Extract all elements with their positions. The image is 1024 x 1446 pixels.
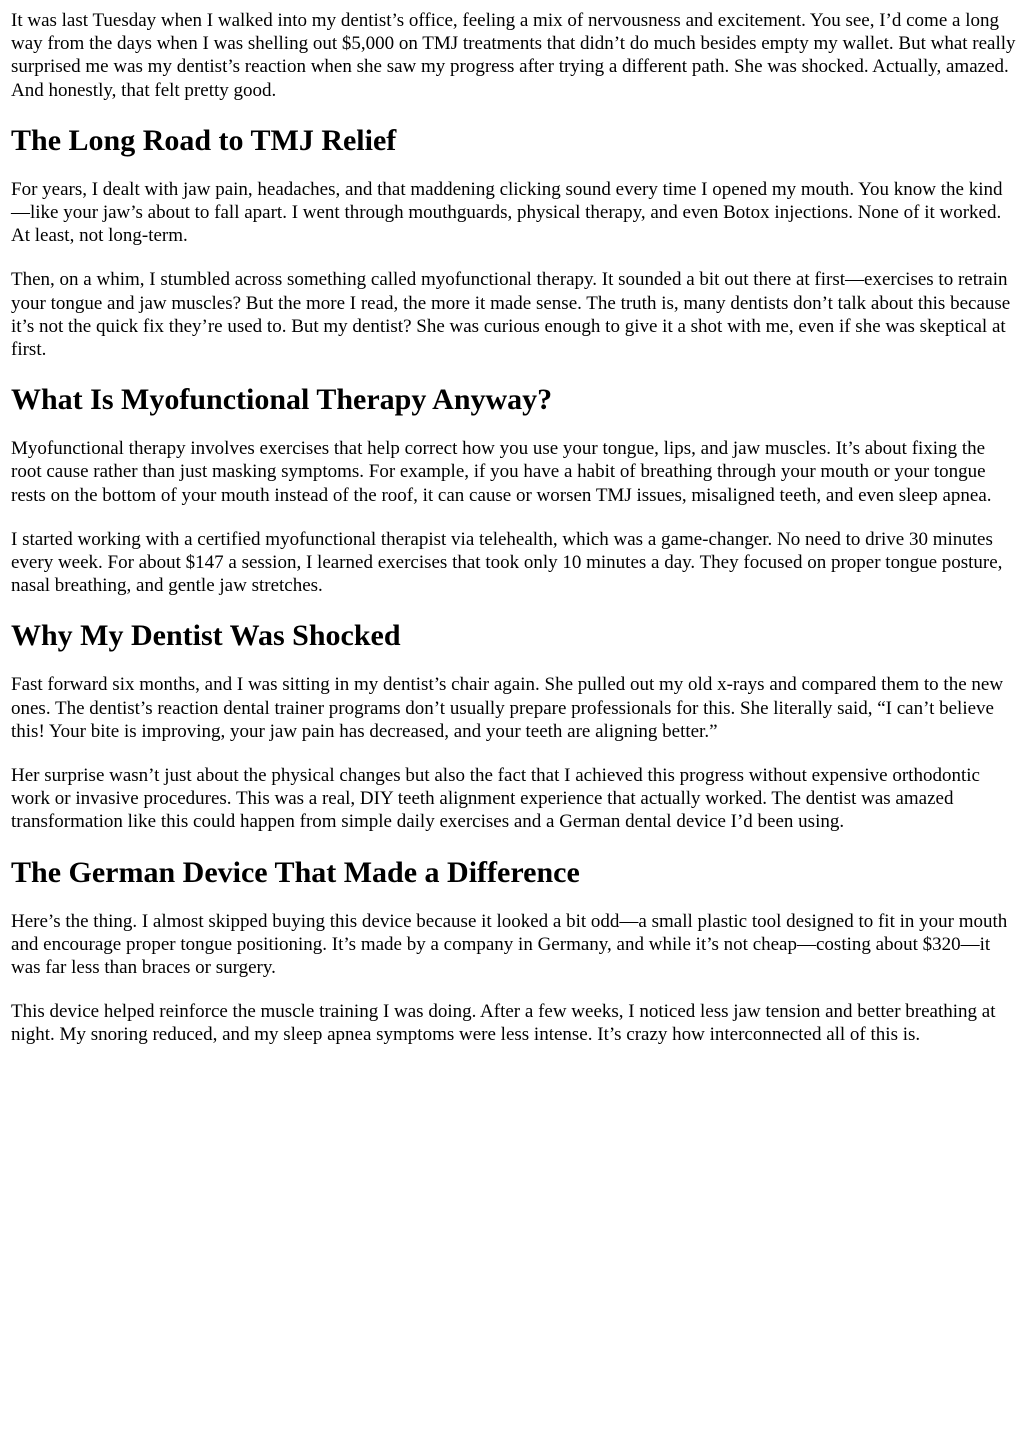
paragraph: Fast forward six months, and I was sitting in my dentist’s chair again. She pulled out my old x-rays and compared them to the new ones. The dentist’s reaction dental trainer programs don’t usually prepare professionals for this. She literally said, “I can’t believe this! Your bite is improving, your jaw pain has decreased, and your teeth are aligning better.” [11, 674, 1004, 742]
section-heading-myofunctional-therapy: What Is Myofunctional Therapy Anyway? [11, 383, 553, 417]
paragraph: Her surprise wasn’t just about the physical changes but also the fact that I achieved this progress without expensive orthodontic work or invasive procedures. This was a real, DIY teeth alignment experience that actually worked. The dentist was amazed transformation like this could happen from simple daily exercises and a German dental device I’d been using. [11, 765, 980, 833]
paragraph: Here’s the thing. I almost skipped buying this device because it looked a bit odd—a small plastic tool designed to fit in your mouth and encourage proper tongue positioning. It’s made by a company in Germany, and while it’s not cheap—costing about $320—it was far less than braces or surgery. [11, 910, 1008, 979]
section-heading-german-device: The German Device That Made a Difference [11, 855, 580, 889]
paragraph: Then, on a whim, I stumbled across something called myofunctional therapy. It sounded a bit out there at first—exercises to retrain your tongue and jaw muscles? But the more I read, the more it made sense. The truth is, many dentists don’t talk about this because it’s not the quick fix they’re used to. But my dentist? She was curious enough to give it a shot with me, even if she was skeptical at first. [11, 269, 1011, 361]
paragraph: Myofunctional therapy involves exercises that help correct how you use your tongue, lips, and jaw muscles. It’s about fixing the root cause rather than just masking symptoms. For example, if you have a habit of breathing through your mouth or your tongue rests on the bottom of your mouth instead of the roof, it can cause or worsen TMJ issues, misaligned teeth, and even sleep apnea. [11, 438, 992, 506]
paragraph: For years, I dealt with jaw pain, headaches, and that maddening clicking sound every time I opened my mouth. You know the kind—like your jaw’s about to fall apart. I went through mouthguards, physical therapy, and even Botox injections. None of it worked. At least, not long-term. [11, 178, 1003, 247]
section-heading-dentist-shocked: Why My Dentist Was Shocked [11, 619, 401, 653]
paragraph: This device helped reinforce the muscle training I was doing. After a few weeks, I noticed less jaw tension and better breathing at night. My snoring reduced, and my sleep apnea symptoms were less intense. It’s crazy how interconnected all of this is. [11, 1001, 996, 1046]
paragraph: I started working with a certified myofunctional therapist via telehealth, which was a game-changer. No need to drive 30 minutes every week. For about $147 a session, I learned exercises that took only 10 minutes a day. They focused on proper tongue posture, nasal breathing, and gentle jaw stretches. [11, 528, 1003, 597]
intro-paragraph: It was last Tuesday when I walked into my dentist’s office, feeling a mix of nervousness and excitement. You see, I’d come a long way from the days when I was shelling out $5,000 on TMJ treatments that didn’t do much besides empty my wallet. But what really surprised me was my dentist’s reaction when she saw my progress after trying a different path. She was shocked. Actually, amazed. And honestly, that felt pretty good. [11, 10, 1016, 101]
section-heading-tmj-relief: The Long Road to TMJ Relief [11, 123, 397, 157]
